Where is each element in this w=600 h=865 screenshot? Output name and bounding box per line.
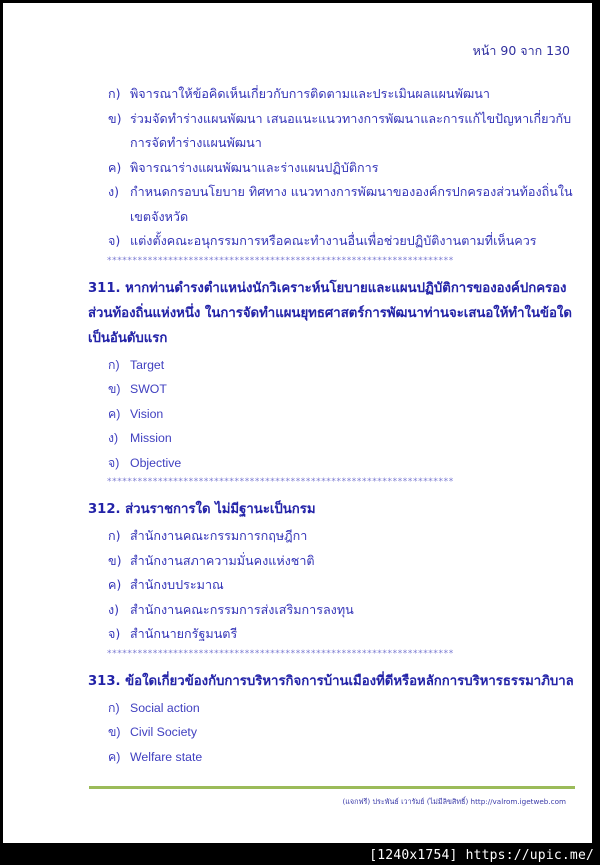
- option-label: ก): [108, 86, 121, 101]
- content: [88, 82, 578, 769]
- option-text: ร่วมจัดทำร่างแผนพัฒนา เสนอแนะแนวทางการพัฒนาและการแก้ไขปัญหาเกี่ยวกับการจัดทำร่างแผนพัฒนา: [130, 110, 572, 150]
- option-text: Vision: [130, 406, 164, 421]
- option-label: ค): [108, 406, 121, 421]
- option-label: จ): [108, 455, 120, 470]
- separator: ********************************************************************: [107, 255, 454, 266]
- option-item: [88, 156, 578, 181]
- option-text: Social action: [130, 700, 200, 715]
- option-label: ค): [108, 159, 122, 175]
- option-text: Target: [130, 357, 165, 372]
- option-label: ก): [108, 528, 121, 543]
- option-item: [88, 549, 578, 574]
- option-item: [88, 426, 578, 451]
- document-page: [3, 3, 592, 843]
- option-label: จ): [108, 626, 121, 641]
- option-text: พิจารณาให้ข้อคิดเห็นเกี่ยวกับการติดตามและประเมินผลแผนพัฒนา: [130, 86, 490, 101]
- option-text: Welfare state: [130, 749, 203, 764]
- option-text: Mission: [130, 431, 172, 445]
- option-item: [88, 451, 578, 476]
- option-item: [88, 696, 578, 721]
- question-313: 313. ข้อใดเกี่ยวข้องกับการบริหารกิจการบ้านเมืองที่ดีหรือหลักการบริหารธรรมาภิบาล: [88, 673, 574, 689]
- option-label: ข): [108, 552, 122, 568]
- option-text: Civil Society: [130, 725, 197, 739]
- option-text: สำนักงบประมาณ: [130, 577, 224, 592]
- option-label: ข): [108, 725, 121, 739]
- option-item: [88, 622, 578, 647]
- separator: ********************************************************************: [107, 648, 454, 659]
- option-item: [88, 377, 578, 402]
- option-item: [88, 180, 578, 229]
- option-text: สำนักงานคณะกรรมการกฤษฎีกา: [130, 528, 308, 543]
- option-item: [88, 107, 578, 156]
- option-label: ค): [108, 749, 121, 764]
- separator: ********************************************************************: [107, 477, 454, 487]
- question-312: 312. ส่วนราชการใด ไม่มีฐานะเป็นกรม: [88, 502, 316, 517]
- option-label: ก): [108, 357, 120, 372]
- option-text: SWOT: [130, 382, 167, 396]
- option-text: Objective: [130, 455, 182, 470]
- option-label: จ): [108, 233, 121, 248]
- option-item: [88, 402, 578, 427]
- option-item: [88, 353, 578, 378]
- footer-divider: [89, 786, 575, 789]
- option-text: สำนักนายกรัฐมนตรี: [130, 626, 238, 641]
- option-item: [88, 82, 578, 107]
- option-text: สำนักงานคณะกรรมการส่งเสริมการลงทุน: [130, 601, 354, 617]
- option-label: ง): [108, 184, 120, 199]
- page-number: หน้า 90 จาก 130: [472, 43, 570, 58]
- option-item: [88, 745, 578, 770]
- option-label: ง): [108, 431, 119, 445]
- option-item: [88, 720, 578, 745]
- option-item: [88, 598, 578, 623]
- option-text: แต่งตั้งคณะอนุกรรมการหรือคณะทำงานอื่นเพื่อช่วยปฏิบัติงานตามที่เห็นควร: [130, 233, 537, 248]
- option-item: [88, 573, 578, 598]
- option-label: ค): [108, 577, 122, 592]
- option-text: สำนักงานสภาความมั่นคงแห่งชาติ: [130, 552, 315, 568]
- option-label: ข): [108, 382, 121, 396]
- option-text: กำหนดกรอบนโยบาย ทิศทาง แนวทางการพัฒนาขององค์กรปกครองส่วนท้องถิ่นในเขตจังหวัด: [130, 184, 573, 224]
- option-item: [88, 229, 578, 254]
- option-label: ก): [108, 700, 120, 715]
- question-311: 311. หากท่านดำรงตำแหน่งนักวิเคราะห์นโยบายและแผนปฏิบัติการขององค์ปกครองส่วนท้องถิ่นแห่งหนึ่ง ในการจัดทำแผนยุทธศาสตร์การพัฒนาท่านจะเสนอให้ทำในข้อใดเป็นอันดับแรก: [88, 280, 572, 346]
- image-host-watermark: [1240x1754] https://upic.me/: [369, 848, 594, 863]
- option-item: [88, 524, 578, 549]
- option-label: ง): [108, 601, 120, 617]
- footer-credit: (แจกฟรี) ประพันธ์ เวารัมย์ (ไม่มีลิขสิทธิ์) http://valrom.igetweb.com: [342, 797, 566, 806]
- option-label: ข): [108, 110, 122, 126]
- option-text: พิจารณาร่างแผนพัฒนาและร่างแผนปฏิบัติการ: [130, 159, 379, 175]
